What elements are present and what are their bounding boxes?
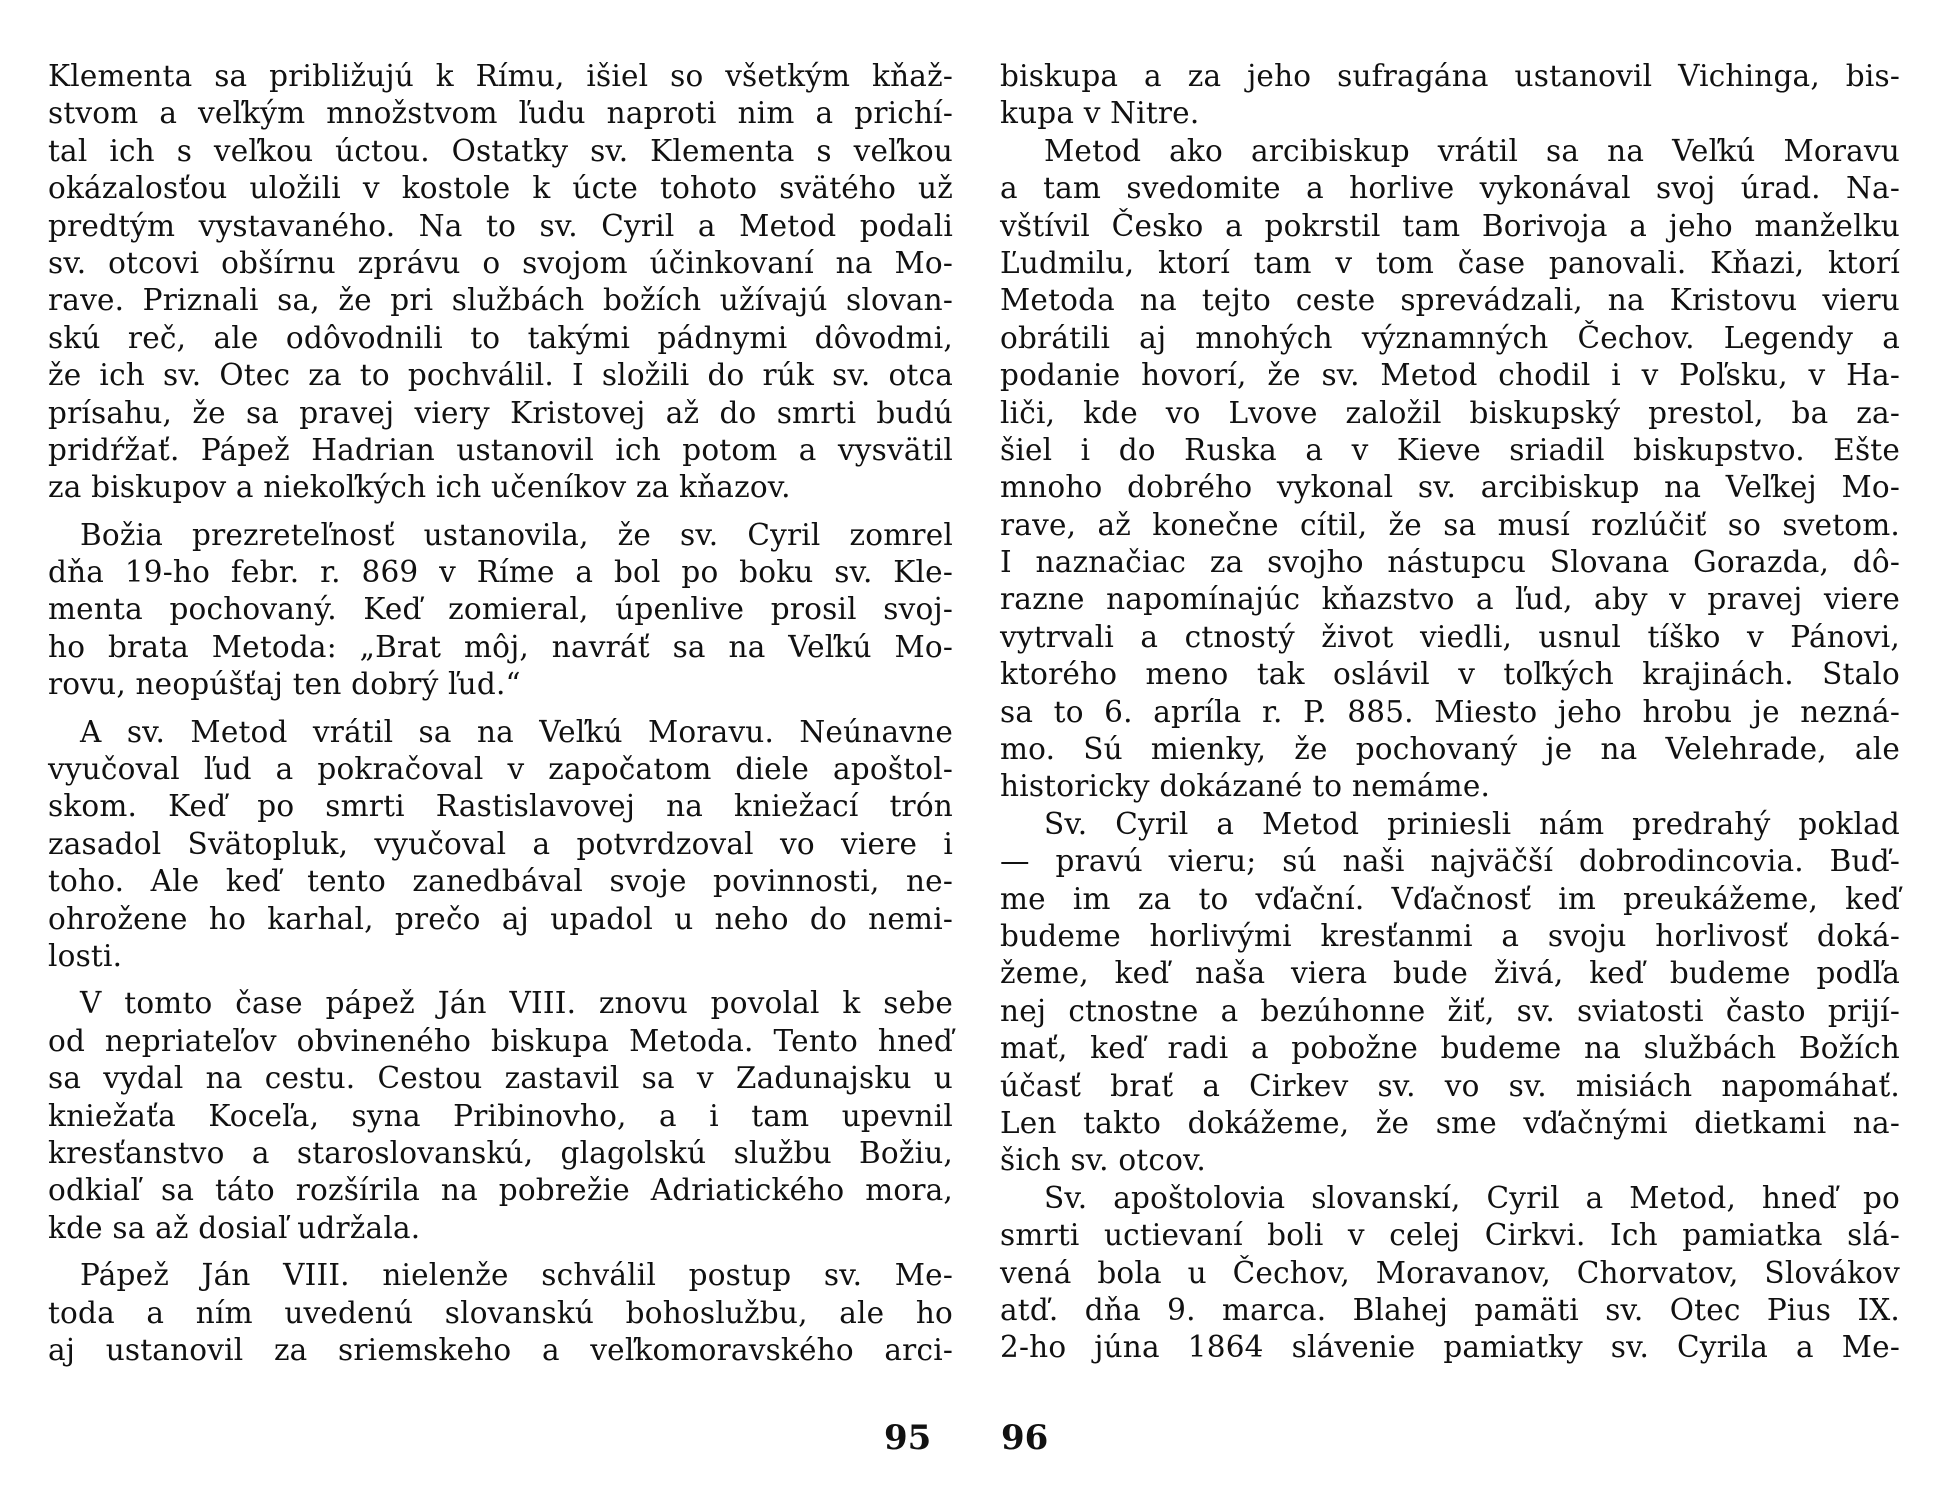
text-line: Metod ako arcibiskup vrátil sa na Veľkú Moravu <box>1044 133 1900 168</box>
text-line: skú reč, ale odôvodnili to takými pádnymi dôvodmi, <box>48 320 953 355</box>
right-page <box>1000 58 1900 1367</box>
paragraph-3 <box>1000 806 1900 1180</box>
text-line: vená bola u Čechov, Moravanov, Chorvatov, Slovákov <box>1000 1255 1900 1290</box>
text-line: a tam svedomite a horlive vykonával svoj úrad. Na- <box>1000 171 1900 206</box>
text-line: A sv. Metod vrátil sa na Veľkú Moravu. Neúnavne <box>80 714 953 749</box>
paragraph-1 <box>48 58 953 507</box>
text-line: kresťanstvo a staroslovanskú, glagolskú službu Božiu, <box>48 1135 953 1170</box>
text-line: účasť brať a Cirkev sv. vo sv. misiách napomáhať. <box>1000 1068 1900 1103</box>
text-line: ohrožene ho karhal, prečo aj upadol u neho do nemi- <box>48 901 953 936</box>
text-line: žeme, keď naša viera bude živá, keď budeme podľa <box>1000 956 1900 991</box>
text-line: — pravú vieru; sú naši najväčší dobrodincovia. Buď- <box>1000 844 1900 879</box>
paragraph-4 <box>1000 1180 1900 1367</box>
paragraph-3 <box>48 714 953 976</box>
text-line: šich sv. otcov. <box>1000 1143 1206 1178</box>
text-line: kde sa až dosiaľ udržala. <box>48 1210 421 1245</box>
page-number-right: 96 <box>1001 1418 1049 1458</box>
text-line: atď. dňa 9. marca. Blahej pamäti sv. Otec Pius IX. <box>1000 1292 1900 1327</box>
text-line: podanie hovorí, že sv. Metod chodil i v Poľsku, v Ha- <box>1000 358 1900 393</box>
paragraph-2 <box>1000 133 1900 806</box>
text-line: mať, keď radi a pobožne budeme na službách Božích <box>1000 1031 1900 1066</box>
text-line: Pápež Ján VIII. nielenže schválil postup sv. Me- <box>80 1258 953 1293</box>
text-line: okázalosťou uložili v kostole k úcte tohoto svätého už <box>48 171 953 206</box>
paragraph-4 <box>48 985 953 1247</box>
text-line: tal ich s veľkou úctou. Ostatky sv. Klementa s veľkou <box>48 133 953 168</box>
text-line: rovu, neopúšťaj ten dobrý ľud.“ <box>48 667 521 702</box>
text-line: kupa v Nitre. <box>1000 96 1200 131</box>
text-line: Metoda na tejto ceste sprevádzali, na Kristovu vieru <box>1000 283 1900 318</box>
page-number-left: 95 <box>884 1418 932 1458</box>
paragraph-5 <box>48 1257 953 1369</box>
text-line: odkiaľ sa táto rozšírila na pobrežie Adriatického mora, <box>48 1173 953 1208</box>
text-line: Len takto dokážeme, že sme vďačnými dietkami na- <box>1000 1105 1900 1140</box>
text-line: me im za to vďační. Vďačnosť im preukážeme, keď <box>1000 881 1900 916</box>
text-line: Sv. Cyril a Metod priniesli nám predrahý poklad <box>1044 806 1900 841</box>
text-line: pridŕžať. Pápež Hadrian ustanovil ich potom a vysvätil <box>48 432 953 467</box>
text-line: že ich sv. Otec za to pochválil. I složili do rúk sv. otca <box>48 358 953 393</box>
paragraph-1 <box>1000 58 1900 133</box>
text-line: rave, až konečne cítil, že sa musí rozlúčiť so svetom. <box>1000 507 1900 542</box>
text-line: ho brata Metoda: „Brat môj, navráť sa na Veľkú Mo- <box>48 629 953 664</box>
text-line: menta pochovaný. Keď zomieral, úpenlive prosil svoj- <box>48 592 953 627</box>
text-line: stvom a veľkým množstvom ľudu naproti nim a prichí- <box>48 96 953 131</box>
text-line: sv. otcovi obšírnu zprávu o svojom účinkovaní na Mo- <box>48 245 953 280</box>
paragraph-2 <box>48 517 953 704</box>
text-line: vštívil Česko a pokrstil tam Borivoja a jeho manželku <box>1000 208 1900 243</box>
text-line: vytrvali a ctnostý život viedli, usnul tíško v Pánovi, <box>1000 619 1900 654</box>
text-line: smrti uctievaní boli v celej Cirkvi. Ich pamiatka slá- <box>1000 1218 1900 1253</box>
text-line: sa vydal na cestu. Cestou zastavil sa v Zadunajsku u <box>48 1061 953 1096</box>
text-line: mnoho dobrého vykonal sv. arcibiskup na Veľkej Mo- <box>1000 470 1900 505</box>
text-line: predtým vystavaného. Na to sv. Cyril a Metod podali <box>48 208 953 243</box>
text-line: zasadol Svätopluk, vyučoval a potvrdzoval vo viere i <box>48 826 953 861</box>
text-line: Klementa sa približujú k Rímu, išiel so všetkým kňaž- <box>48 59 953 93</box>
text-line: aj ustanovil za sriemskeho a veľkomoravského arci- <box>48 1332 953 1367</box>
text-line: V tomto čase pápež Ján VIII. znovu povolal k sebe <box>80 986 953 1021</box>
text-line: sa to 6. apríla r. P. 885. Miesto jeho hrobu je nezná- <box>1000 694 1900 729</box>
text-line: Ľudmilu, ktorí tam v tom čase panovali. Kňazi, ktorí <box>1000 245 1900 280</box>
text-line: I naznačiac za svojho nástupcu Slovana Gorazda, dô- <box>1000 545 1900 580</box>
text-line: obrátili aj mnohých významných Čechov. Legendy a <box>1000 320 1900 355</box>
text-line: dňa 19-ho febr. r. 869 v Ríme a bol po boku sv. Kle- <box>48 555 953 590</box>
text-line: Božia prezreteľnosť ustanovila, že sv. Cyril zomrel <box>80 517 953 552</box>
text-line: ktorého meno tak oslávil v toľkých krajinách. Stalo <box>1000 657 1900 692</box>
text-line: rave. Priznali sa, že pri službách božích užívajú slovan- <box>48 283 953 318</box>
text-line: nej ctnostne a bezúhonne žiť, sv. sviatosti často prijí- <box>1000 993 1900 1028</box>
text-line: historicky dokázané to nemáme. <box>1000 769 1491 804</box>
text-line: od nepriateľov obvineného biskupa Metoda. Tento hneď <box>48 1023 953 1058</box>
text-line: šiel i do Ruska a v Kieve sriadil biskupstvo. Ešte <box>1000 432 1900 467</box>
text-line: vyučoval ľud a pokračoval v započatom diele apoštol- <box>48 752 953 787</box>
text-line: razne napomínajúc kňazstvo a ľud, aby v pravej viere <box>1000 582 1900 617</box>
text-line: liči, kde vo Lvove založil biskupský prestol, ba za- <box>1000 395 1900 430</box>
text-line: kniežaťa Koceľa, syna Pribinovho, a i tam upevnil <box>48 1098 953 1133</box>
text-line: skom. Keď po smrti Rastislavovej na kniežací trón <box>48 789 953 824</box>
text-line: prísahu, že sa pravej viery Kristovej až do smrti budú <box>48 395 953 430</box>
left-page <box>48 58 953 1369</box>
text-line: biskupa a za jeho sufragána ustanovil Vichinga, bis- <box>1000 59 1900 93</box>
text-line: toho. Ale keď tento zanedbával svoje povinnosti, ne- <box>48 864 953 899</box>
text-line: budeme horlivými kresťanmi a svoju horlivosť doká- <box>1000 918 1900 953</box>
text-line: toda a ním uvedenú slovanskú bohoslužbu, ale ho <box>48 1295 953 1330</box>
text-line: za biskupov a niekoľkých ich učeníkov za kňazov. <box>48 470 791 505</box>
text-line: losti. <box>48 938 123 973</box>
text-line: 2-ho júna 1864 slávenie pamiatky sv. Cyrila a Me- <box>1000 1330 1900 1365</box>
text-line: Sv. apoštolovia slovanskí, Cyril a Metod, hneď po <box>1044 1180 1900 1215</box>
text-line: mo. Sú mienky, že pochovaný je na Velehrade, ale <box>1000 732 1900 767</box>
